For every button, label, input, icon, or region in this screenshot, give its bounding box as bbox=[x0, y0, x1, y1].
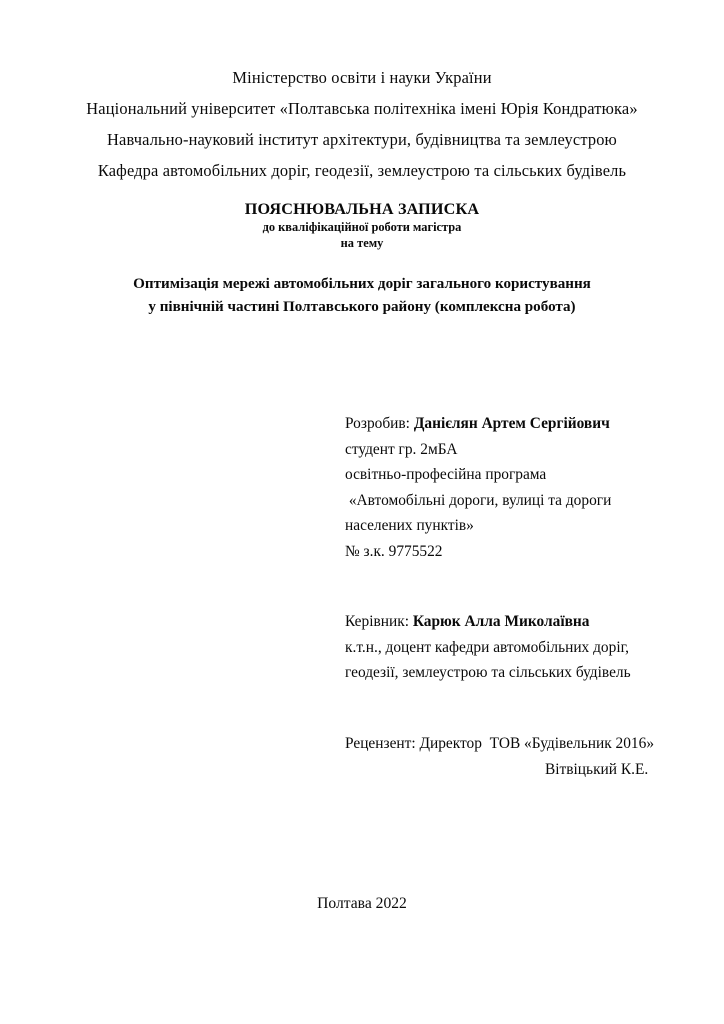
supervisor-name-row bbox=[345, 609, 705, 635]
document-kind-subtitle-work: до кваліфікаційної роботи магістра bbox=[262, 220, 462, 234]
thesis-title-line-2: у північній частині Полтавського району (комплексна робота) bbox=[148, 299, 576, 315]
reviewer-name: Вітвіцький К.Е. bbox=[545, 760, 649, 778]
institution-line-department: Кафедра автомобільних доріг, геодезії, землеустрою та сільських будівель bbox=[97, 161, 627, 180]
institution-line-university: Національний університет «Полтавська політехніка імені Юрія Кондратюка» bbox=[86, 99, 638, 118]
supervisor-title-line-1: к.т.н., доцент кафедри автомобільних доріг, bbox=[345, 638, 630, 656]
supervisor-block bbox=[345, 609, 705, 686]
developer-label: Розробив: bbox=[345, 415, 414, 432]
institution-line-institute: Навчально-науковий інститут архітектури, будівництва та землеустрою bbox=[107, 130, 617, 149]
developer-block bbox=[345, 411, 705, 565]
supervisor-name: Карюк Алла Миколаївна bbox=[412, 613, 590, 630]
institution-line-ministry: Міністерство освіти і науки України bbox=[232, 68, 492, 87]
developer-program-line-1: «Автомобільні дороги, вулиці та дороги bbox=[345, 491, 612, 509]
supervisor-title-line-2: геодезії, землеустрою та сільських будівель bbox=[345, 664, 631, 682]
developer-program-line-2: населених пунктів» bbox=[345, 517, 474, 535]
supervisor-label: Керівник: bbox=[345, 613, 413, 630]
thesis-title-block bbox=[0, 273, 724, 319]
reviewer-block bbox=[345, 731, 705, 782]
document-kind-block bbox=[0, 199, 724, 251]
developer-name: Данієлян Артем Сергійович bbox=[413, 415, 610, 432]
institution-header bbox=[0, 62, 724, 186]
thesis-title-line-1: Оптимізація мережі автомобільних доріг загального користування bbox=[133, 276, 591, 292]
footer-city-year: Полтава 2022 bbox=[317, 895, 407, 912]
developer-program-label: освітньо-професійна програма bbox=[345, 466, 547, 484]
footer-block bbox=[0, 893, 724, 915]
developer-record-book-number: № з.к. 9775522 bbox=[345, 542, 443, 560]
developer-name-row bbox=[345, 411, 705, 437]
document-kind-heading: ПОЯСНЮВАЛЬНА ЗАПИСКА bbox=[244, 200, 480, 218]
reviewer-position-line: Рецензент: Директор ТОВ «Будівельник 2016» bbox=[345, 735, 655, 752]
document-kind-subtitle-topic: на тему bbox=[340, 236, 384, 250]
developer-group: студент гр. 2мБА bbox=[345, 440, 458, 458]
